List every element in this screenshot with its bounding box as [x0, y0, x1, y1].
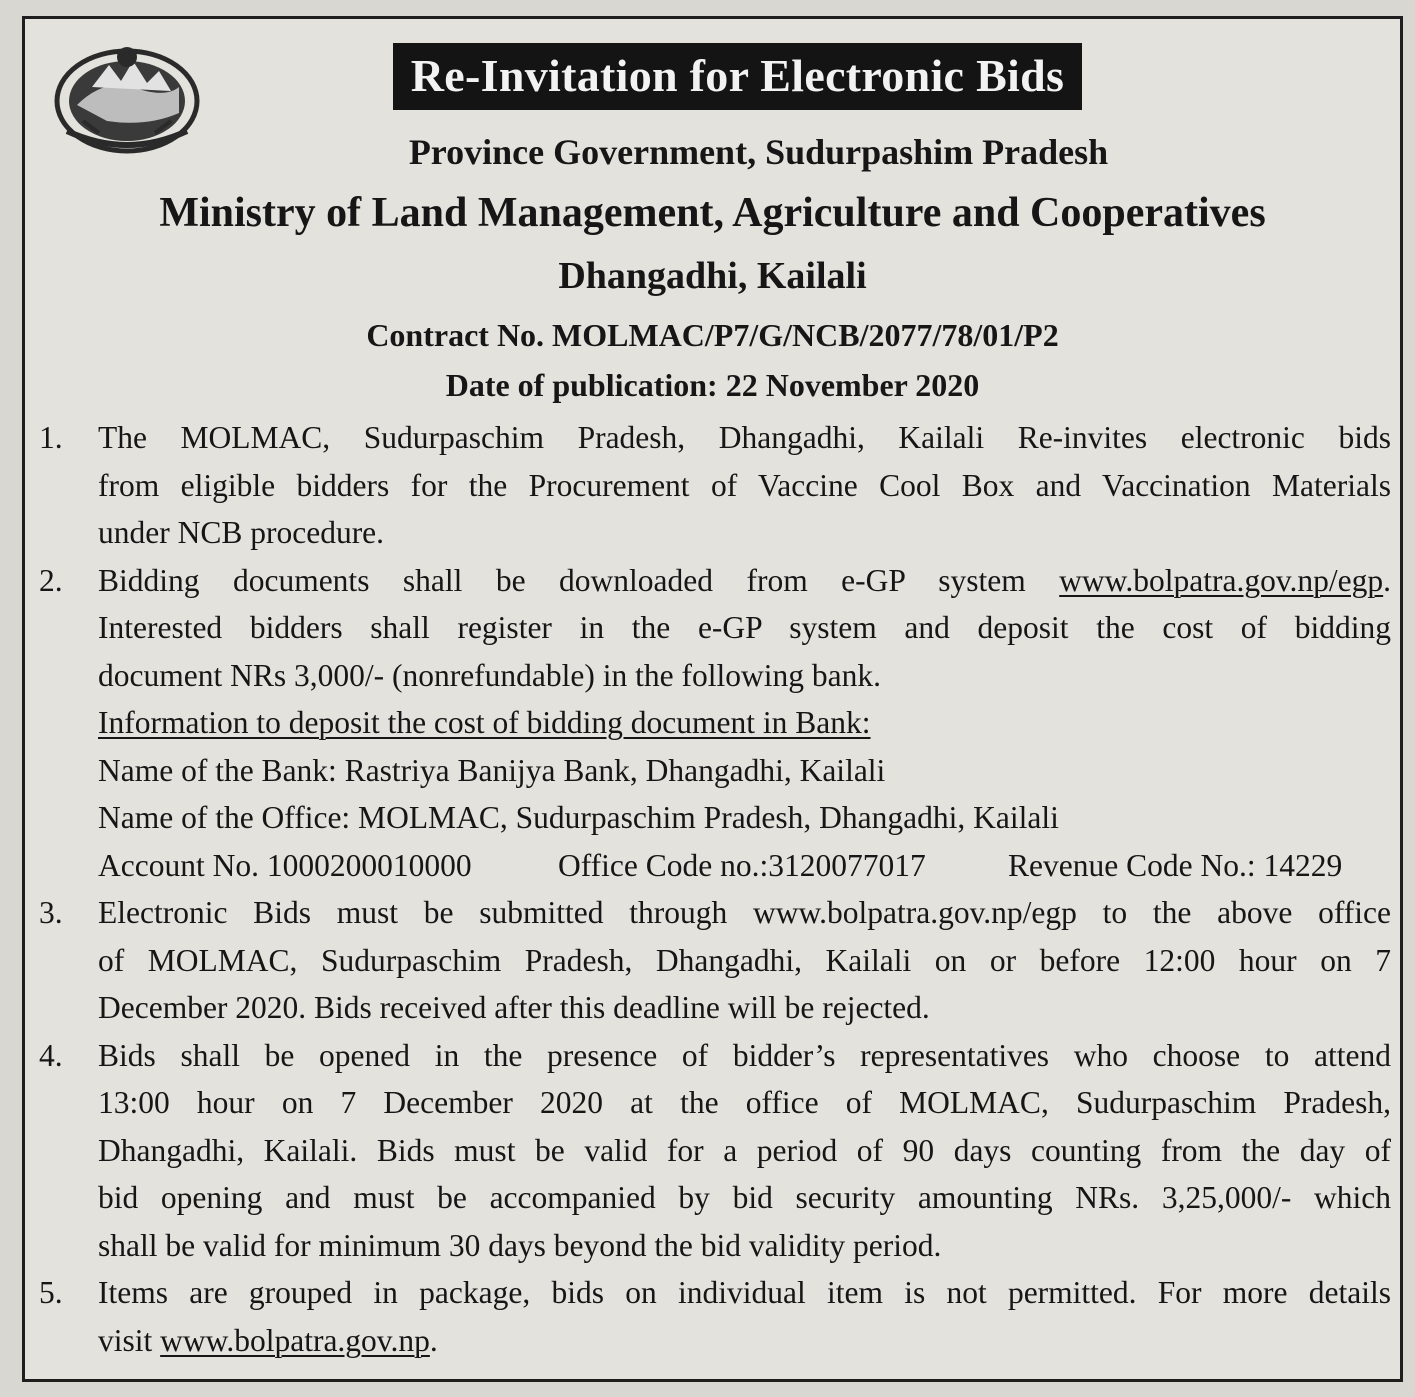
- bolpatra-link[interactable]: www.bolpatra.gov.np: [160, 1322, 430, 1358]
- item-text-line: [98, 1317, 1391, 1365]
- government-heading: Province Government, Sudurpashim Pradesh: [408, 132, 1109, 172]
- item-number: 2.: [39, 562, 63, 598]
- notice-items: [39, 414, 1391, 1364]
- item-text-line: Bids shall be opened in the presence of bidder’s representatives who choose to attend: [98, 1037, 1391, 1073]
- item-text-line: of MOLMAC, Sudurpaschim Pradesh, Dhangadhi, Kailali on or before 12:00 hour on 7: [98, 942, 1391, 978]
- location-heading: Dhangadhi, Kailali: [558, 255, 867, 297]
- item-text-line: bid opening and must be accompanied by bid security amounting NRs. 3,25,000/- which: [98, 1180, 1391, 1215]
- office-name: Name of the Office: MOLMAC, Sudurpaschim Pradesh, Dhangadhi, Kailali: [98, 800, 1059, 835]
- item-text-line: Dhangadhi, Kailali. Bids must be valid for a period of 90 days counting from the day of: [98, 1132, 1391, 1168]
- item-text-line: shall be valid for minimum 30 days beyond the bid validity period.: [98, 1227, 942, 1263]
- account-number: Account No. 1000200010000: [98, 847, 472, 883]
- item-text-line: Items are grouped in package, bids on individual item is not permitted. For more details: [98, 1275, 1391, 1310]
- account-details: [98, 842, 1391, 890]
- item-text-line: Interested bidders shall register in the e-GP system and deposit the cost of bidding: [98, 610, 1391, 645]
- item-number: 5.: [39, 1275, 63, 1310]
- publication-date: Date of publication: 22 November 2020: [445, 367, 980, 403]
- item-number: 4.: [39, 1037, 63, 1073]
- title-banner: [25, 43, 1400, 110]
- list-item: [39, 557, 1391, 890]
- bank-name: Name of the Bank: Rastriya Banijya Bank, Dhangadhi, Kailali: [98, 752, 886, 788]
- item-text: visit: [98, 1322, 153, 1358]
- list-item: [39, 889, 1391, 1032]
- revenue-code: Revenue Code No.: 14229: [1008, 847, 1343, 883]
- item-text-line: December 2020. Bids received after this deadline will be rejected.: [98, 990, 930, 1025]
- item-number: 3.: [39, 895, 63, 930]
- item-text-line: from eligible bidders for the Procurement of Vaccine Cool Box and Vaccination Materials: [98, 467, 1391, 503]
- bid-notice: [22, 16, 1403, 1382]
- ministry-heading: Ministry of Land Management, Agriculture and Cooperatives: [159, 190, 1266, 236]
- item-text: .: [429, 1322, 438, 1358]
- egp-link[interactable]: www.bolpatra.gov.np/egp: [1059, 562, 1384, 598]
- item-text-line: [98, 557, 1391, 605]
- notice-title: Re-Invitation for Electronic Bids: [393, 43, 1082, 110]
- item-text: .: [1383, 562, 1392, 598]
- bank-info-heading: Information to deposit the cost of bidding document in Bank:: [98, 705, 871, 740]
- item-text: Bidding documents shall be downloaded from e-GP system: [98, 562, 1026, 598]
- item-number: 1.: [39, 420, 63, 455]
- item-text-line: Electronic Bids must be submitted through www.bolpatra.gov.np/egp to the above office: [98, 895, 1391, 930]
- item-text-line: 13:00 hour on 7 December 2020 at the office of MOLMAC, Sudurpaschim Pradesh,: [98, 1085, 1391, 1120]
- list-item: [39, 1032, 1391, 1270]
- office-code: Office Code no.:3120077017: [558, 847, 926, 883]
- list-item: [39, 1269, 1391, 1364]
- item-text-line: The MOLMAC, Sudurpaschim Pradesh, Dhangadhi, Kailali Re-invites electronic bids: [98, 420, 1391, 455]
- item-text-line: document NRs 3,000/- (nonrefundable) in the following bank.: [98, 657, 881, 693]
- item-text-line: under NCB procedure.: [98, 515, 385, 550]
- contract-number: Contract No. MOLMAC/P7/G/NCB/2077/78/01/P2: [366, 317, 1059, 353]
- list-item: [39, 414, 1391, 557]
